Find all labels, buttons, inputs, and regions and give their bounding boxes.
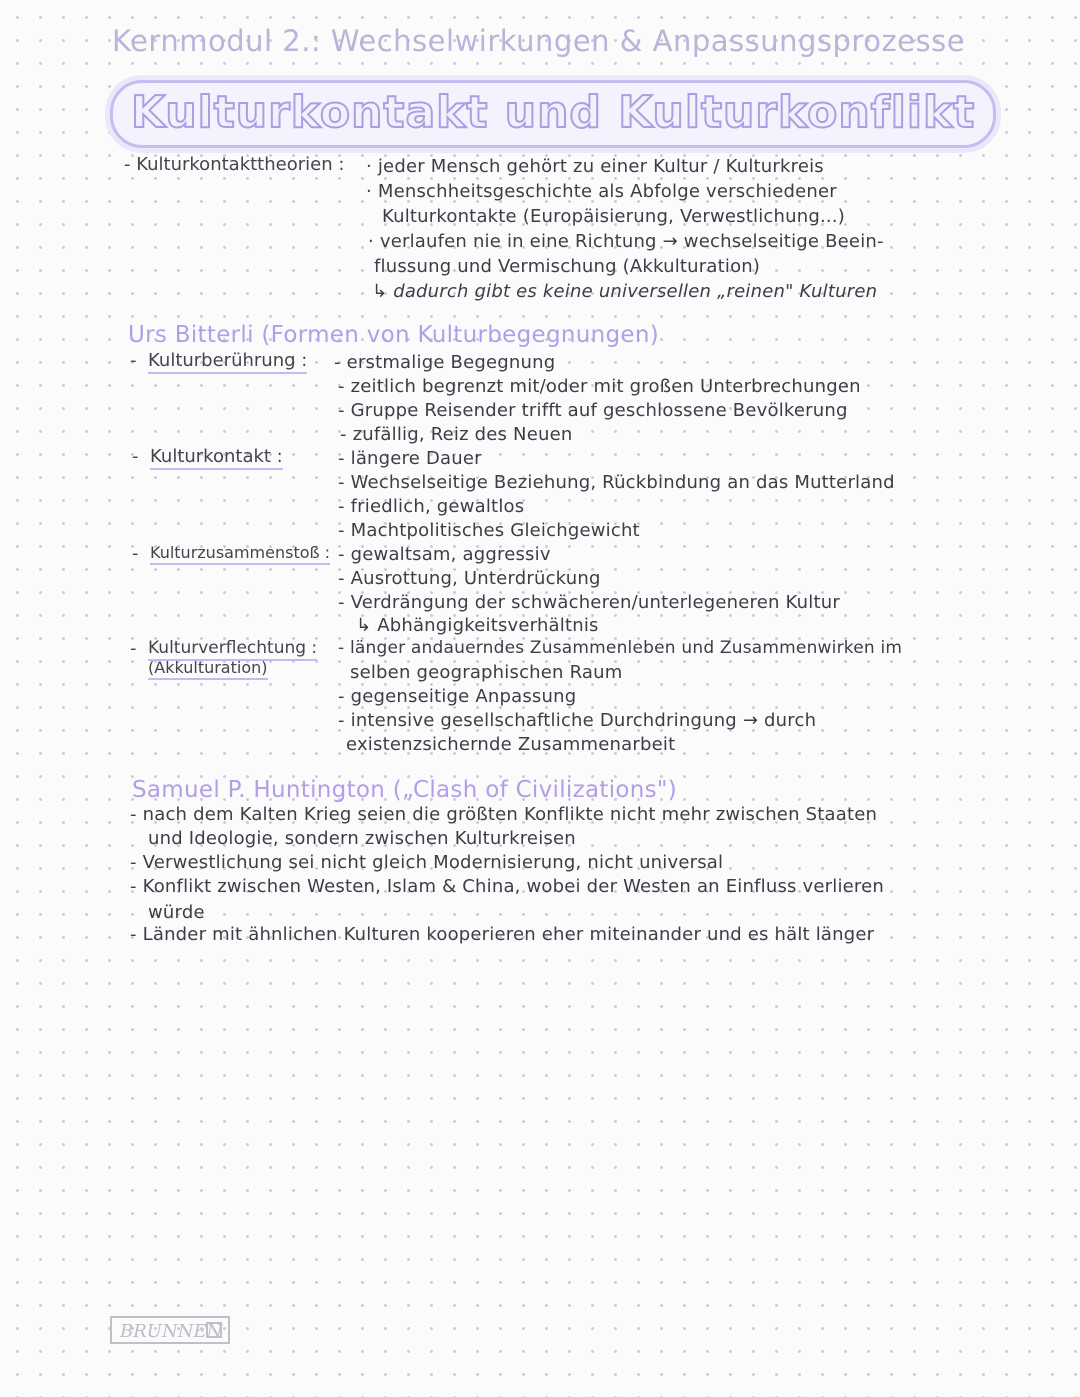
form-line: - Gruppe Reisender trifft auf geschlossene Bevölkerung <box>338 400 848 421</box>
term-akkulturation: (Akkulturation) <box>148 658 268 680</box>
term-kulturverflechtung: Kulturverflechtung : <box>148 638 317 661</box>
theories-line: · Menschheitsgeschichte als Abfolge verschiedener <box>366 181 837 202</box>
theories-line: Kulturkontakte (Europäisierung, Verwestlichung...) <box>382 206 845 227</box>
form-line: - zeitlich begrenzt mit/oder mit großen Unterbrechungen <box>338 376 861 397</box>
form-line: - intensive gesellschaftliche Durchdringung → durch <box>338 710 817 731</box>
form-line: selben geographischen Raum <box>350 662 623 683</box>
term-kulturkontakt: Kulturkontakt : <box>150 446 283 470</box>
brand-label: BRUNNEN <box>120 1321 223 1342</box>
theories-line: · verlaufen nie in eine Richtung → wechselseitige Beein- <box>368 231 884 252</box>
list-dash: - <box>130 350 137 371</box>
form-line: - gewaltsam, aggressiv <box>338 544 551 565</box>
term-kulturberuehrung: Kulturberührung : <box>148 350 307 374</box>
huntington-line: - nach dem Kalten Krieg seien die größten Konflikte nicht mehr zwischen Staaten <box>130 804 878 825</box>
huntington-line: - Länder mit ähnlichen Kulturen kooperieren eher miteinander und es hält länger <box>130 924 875 945</box>
form-line: - gegenseitige Anpassung <box>338 686 577 707</box>
huntington-heading: Samuel P. Huntington („Clash of Civilizations") <box>132 777 678 803</box>
page-title: Kulturkontakt und Kulturkonflikt <box>110 80 996 148</box>
term-kulturzusammenstoss: Kulturzusammenstoß : <box>150 543 330 565</box>
form-line: - längere Dauer <box>338 448 482 469</box>
form-line: - friedlich, gewaltlos <box>338 496 525 517</box>
list-dash: - <box>132 446 139 467</box>
huntington-line: und Ideologie, sondern zwischen Kulturkreisen <box>148 828 576 849</box>
form-line: - Wechselseitige Beziehung, Rückbindung an das Mutterland <box>338 472 895 493</box>
huntington-line: - Verwestlichung sei nicht gleich Modernisierung, nicht universal <box>130 852 724 873</box>
theories-line: ↳ dadurch gibt es keine universellen „reinen" Kulturen <box>372 281 878 302</box>
bitterli-heading: Urs Bitterli (Formen von Kulturbegegnungen) <box>128 322 659 348</box>
form-line: - zufällig, Reiz des Neuen <box>340 424 573 445</box>
form-line: - Machtpolitisches Gleichgewicht <box>338 520 640 541</box>
brand-logo <box>110 1316 230 1344</box>
huntington-line: - Konflikt zwischen Westen, Islam & China, wobei der Westen an Einfluss verlieren <box>130 876 885 897</box>
form-line: ↳ Abhängigkeitsverhältnis <box>356 615 599 636</box>
list-dash: - <box>130 638 137 659</box>
theories-line: · jeder Mensch gehört zu einer Kultur / Kulturkreis <box>366 156 824 177</box>
form-line: - Verdrängung der schwächeren/unterlegeneren Kultur <box>338 592 840 613</box>
form-line: - erstmalige Begegnung <box>334 352 556 373</box>
form-line: - länger andauerndes Zusammenleben und Zusammenwirken im <box>338 638 903 658</box>
list-dash: - <box>132 543 139 564</box>
brand-mark-icon <box>206 1322 222 1338</box>
huntington-line: würde <box>148 902 205 923</box>
theories-line: flussung und Vermischung (Akkulturation) <box>374 256 761 277</box>
form-line: - Ausrottung, Unterdrückung <box>338 568 601 589</box>
module-heading: Kernmodul 2.: Wechselwirkungen & Anpassungsprozesse <box>112 24 966 58</box>
theories-label: - Kulturkontakttheorien : <box>124 154 345 175</box>
form-line: existenzsichernde Zusammenarbeit <box>346 734 676 755</box>
